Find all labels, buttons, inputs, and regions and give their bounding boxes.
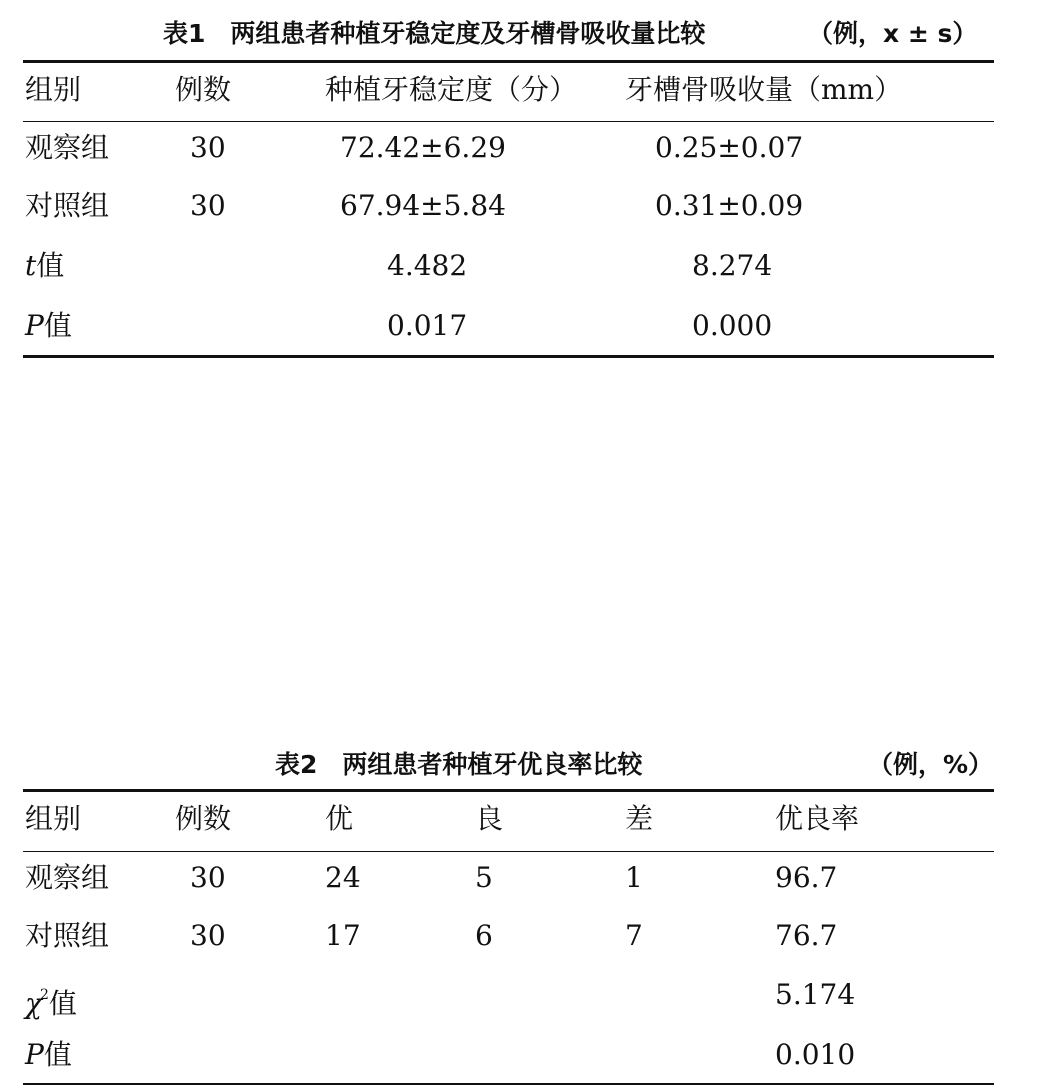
table-1-row-2-group: 对照组 xyxy=(25,189,110,222)
table-2-p-label xyxy=(25,1038,72,1072)
table-2-row-1-group: 观察组 xyxy=(25,861,110,894)
table-1-row-1-stability: 72.42±6.29 xyxy=(340,131,506,164)
table-1-header-group: 组别 xyxy=(25,73,82,106)
table-1-p-stability: 0.017 xyxy=(387,309,468,342)
table-1-t-bone-loss: 8.274 xyxy=(692,249,773,282)
table-2-row-2-good: 6 xyxy=(475,919,493,952)
table-2-row-2-count: 30 xyxy=(190,919,226,952)
table-2-chi-value: 5.174 xyxy=(775,978,856,1011)
table-1-bottom-rule xyxy=(23,355,994,358)
table-1-caption-suffix: （例，x ± s） xyxy=(808,19,978,48)
table-2-row-2-excellent: 17 xyxy=(325,919,361,952)
table-1-row-1-count: 30 xyxy=(190,131,226,164)
table-1-header-rule xyxy=(23,121,994,122)
table-2-top-rule xyxy=(23,789,994,792)
table-2-chi-label xyxy=(25,978,77,1021)
table-2-row-1-count: 30 xyxy=(190,861,226,894)
value-suffix: 值 xyxy=(36,249,65,282)
table-2-header-poor: 差 xyxy=(625,802,654,835)
table-2-row-2-rate: 76.7 xyxy=(775,919,838,952)
table-2-header-excellent: 优 xyxy=(325,802,354,835)
table-1-row-1-bone-loss: 0.25±0.07 xyxy=(655,131,804,164)
table-1-header-count: 例数 xyxy=(175,73,232,106)
table-2-bottom-rule xyxy=(23,1083,994,1085)
table-2-caption: 表2 两组患者种植牙优良率比较 xyxy=(275,750,643,779)
table-1-row-2-bone-loss: 0.31±0.09 xyxy=(655,189,804,222)
table-2-header-rule xyxy=(23,851,994,852)
table-1-row-2-stability: 67.94±5.84 xyxy=(340,189,506,222)
table-2-p-value: 0.010 xyxy=(775,1038,856,1071)
table-1-header-bone-loss: 牙槽骨吸收量（mm） xyxy=(625,73,903,106)
table-2-row-1-excellent: 24 xyxy=(325,861,361,894)
table-1-t-stability: 4.482 xyxy=(387,249,468,282)
table-2-row-1-good: 5 xyxy=(475,861,493,894)
table-1-header-stability: 种植牙稳定度（分） xyxy=(325,73,578,106)
table-2-caption-suffix: （例，%） xyxy=(868,750,994,779)
table-1-p-label xyxy=(25,309,72,343)
table-2-row-1-rate: 96.7 xyxy=(775,861,838,894)
t-symbol: t xyxy=(25,249,37,282)
table-2-header-good: 良 xyxy=(475,802,504,835)
table-2-row-2-group: 对照组 xyxy=(25,919,110,952)
table-1-t-label xyxy=(25,249,64,283)
table-2-header-group: 组别 xyxy=(25,802,82,835)
table-1-row-2-count: 30 xyxy=(190,189,226,222)
table-2-header-count: 例数 xyxy=(175,802,232,835)
table-2-header-rate: 优良率 xyxy=(775,802,860,835)
table-1-row-1-group: 观察组 xyxy=(25,131,110,164)
table-1-caption: 表1 两组患者种植牙稳定度及牙槽骨吸收量比较 xyxy=(163,19,706,48)
table-1-p-bone-loss: 0.000 xyxy=(692,309,773,342)
table-1-top-rule xyxy=(23,60,994,63)
p-symbol: P xyxy=(25,309,44,342)
value-suffix: 值 xyxy=(43,309,72,342)
value-suffix: 值 xyxy=(43,1038,72,1071)
p-symbol: P xyxy=(25,1038,44,1071)
chi-symbol: χ xyxy=(25,987,42,1020)
chi-exponent: 2 xyxy=(39,987,49,1003)
table-2-row-2-poor: 7 xyxy=(625,919,643,952)
value-suffix: 值 xyxy=(48,987,77,1020)
table-2-row-1-poor: 1 xyxy=(625,861,643,894)
